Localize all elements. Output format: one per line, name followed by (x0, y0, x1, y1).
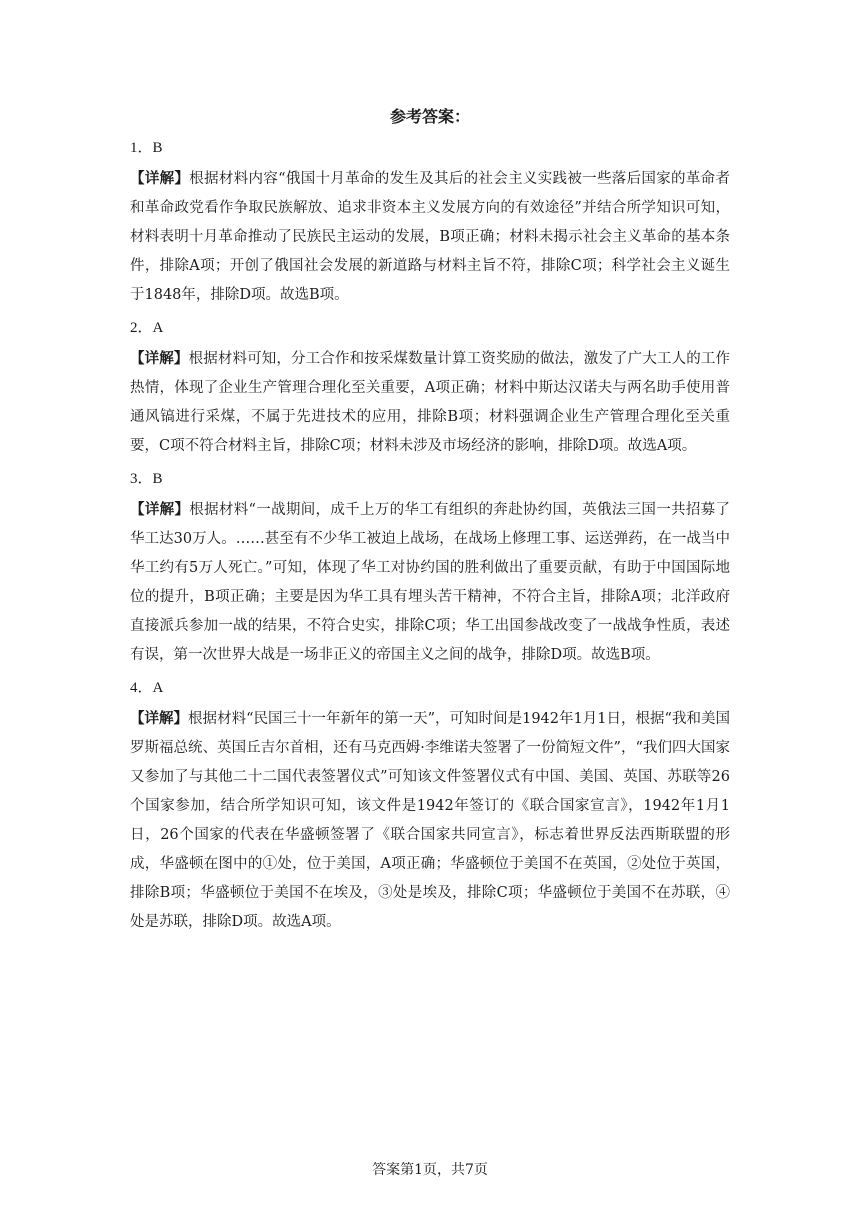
answer-item (130, 469, 730, 670)
answer-item (130, 138, 730, 310)
answer-explanation (130, 495, 730, 670)
explanation-text: 根据材料“民国三十一年新年的第一天”，可知时间是1942年1月1日，根据“我和美国罗斯福总统、英国丘吉尔首相，还有马克西姆·李维诺夫签署了一份简短文件”，“我们四大国家又参加了与其他二十二国代表签署仪式”可知该文件签署仪式有中国、美国、英国、苏联等26个国家参加，结合所学知识可知，该文件是1942年签订的《联合国家宣言》，1942年1月1日，26个国家的代表在华盛顿签署了《联合国家共同宣言》，标志着世界反法西斯联盟的形成，华盛顿在图中的①处，位于美国，A项正确；华盛顿位于美国不在英国，②处位于英国，排除B项；华盛顿位于美国不在埃及，③处是埃及，排除C项；华盛顿位于美国不在苏联，④处是苏联，排除D项。故选A项。 (130, 711, 731, 930)
explanation-tag: 【详解】 (130, 710, 189, 727)
answer-explanation (130, 164, 730, 310)
answer-number: 1．B (130, 140, 163, 156)
explanation-tag: 【详解】 (130, 350, 189, 367)
answer-number: 4．A (130, 680, 164, 696)
answer-item (130, 678, 730, 937)
explanation-text: 根据材料可知，分工合作和按采煤数量计算工资奖励的做法，激发了广大工人的工作热情，体现了企业生产管理合理化至关重要，A项正确；材料中斯达汉诺夫与两名助手使用普通风镐进行采煤，不属于先进技术的应用，排除B项；材料强调企业生产管理合理化至关重要，C项不符合材料主旨，排除C项；材料未涉及市场经济的影响，排除D项。故选A项。 (130, 351, 731, 454)
page-footer: 答案第1页，共7页 (372, 1162, 488, 1178)
explanation-text: 根据材料“一战期间，成千上万的华工有组织的奔赴协约国，英俄法三国一共招募了华工达30万人。……甚至有不少华工被迫上战场，在战场上修理工事、运送弹药，在一战当中华工约有5万人死亡。”可知，体现了华工对协约国的胜利做出了重要贡献，有助于中国国际地位的提升，B项正确；主要是因为华工具有埋头苦干精神，不符合主旨，排除A项；北洋政府直接派兵参加一战的结果，不符合史实，排除C项；华工出国参战改变了一战战争性质，表述有误，第一次世界大战是一场非正义的帝国主义之间的战争，排除D项。故选B项。 (130, 502, 730, 663)
answer-list (130, 132, 730, 945)
answer-explanation (130, 704, 730, 937)
page-title: 参考答案： (389, 107, 470, 126)
answer-item (130, 318, 730, 461)
answer-number: 3．B (130, 471, 163, 487)
explanation-text: 根据材料内容“俄国十月革命的发生及其后的社会主义实践被一些落后国家的革命者和革命政党看作争取民族解放、追求非资本主义发展方向的有效途径”并结合所学知识可知，材料表明十月革命推动了民族民主运动的发展，B项正确；材料未揭示社会主义革命的基本条件，排除A项；开创了俄国社会发展的新道路与材料主旨不符，排除C项；科学社会主义诞生于1848年，排除D项。故选B项。 (130, 171, 730, 303)
answer-number: 2．A (130, 320, 164, 336)
explanation-tag: 【详解】 (130, 501, 190, 518)
answer-explanation (130, 344, 730, 461)
explanation-tag: 【详解】 (130, 170, 190, 187)
